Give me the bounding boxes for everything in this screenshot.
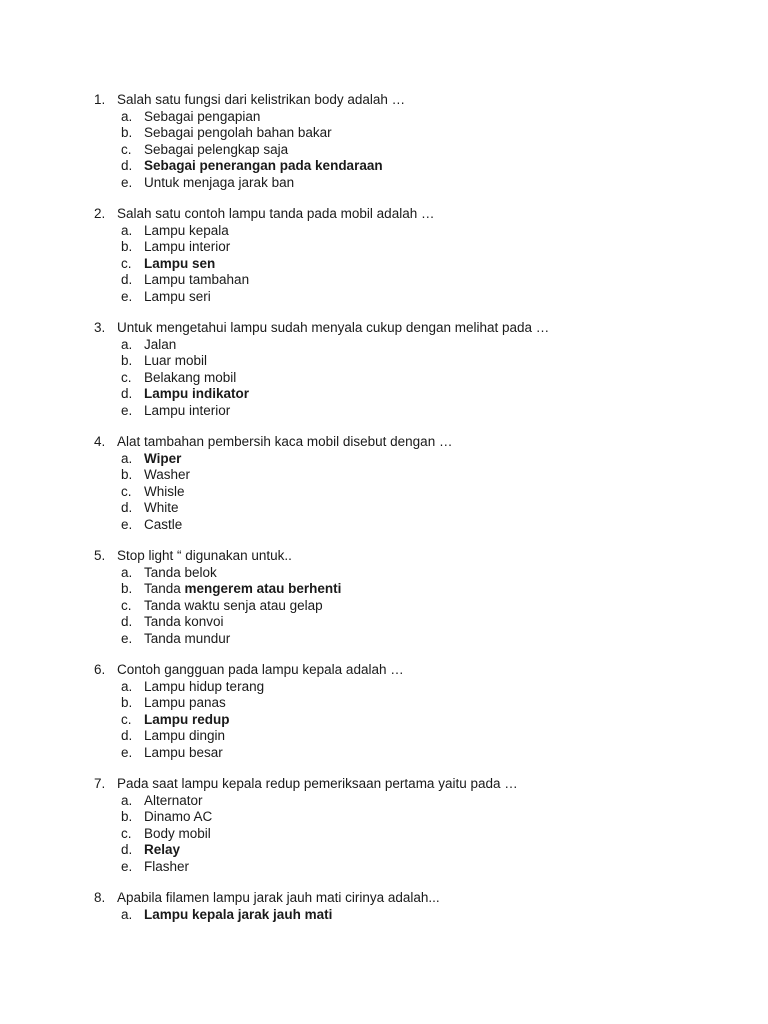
option-text: Body mobil [144, 825, 211, 841]
option-letter: b. [121, 467, 133, 482]
option-body [144, 142, 288, 159]
correct-answer-text: Wiper [144, 450, 182, 466]
question-number: 6. [94, 662, 106, 677]
answer-option [94, 793, 714, 810]
option-letter: d. [121, 842, 133, 857]
option-letter: c. [121, 369, 132, 385]
option-text: Lampu besar [144, 744, 223, 760]
option-body [144, 451, 181, 468]
answer-option [94, 175, 714, 192]
option-letter: a. [121, 564, 133, 580]
question-text: Stop light “ digunakan untuk.. [117, 548, 292, 563]
option-letter: b. [121, 809, 133, 824]
option-letter: b. [121, 239, 133, 254]
question-item [94, 206, 714, 305]
option-body [144, 289, 211, 306]
option-text: White [144, 500, 179, 515]
option-letter: c. [121, 255, 132, 271]
option-body [144, 712, 230, 729]
option-letter: b. [121, 695, 133, 710]
correct-answer-text: mengerem atau berhenti [184, 581, 342, 596]
option-text: Belakang mobil [144, 369, 237, 385]
answer-option [94, 386, 714, 403]
option-letter: c. [121, 141, 132, 157]
answer-option [94, 109, 714, 126]
option-letter: a. [121, 222, 133, 238]
question-number: 2. [94, 206, 106, 221]
question-item [94, 320, 714, 419]
answer-option [94, 353, 714, 370]
option-text: Lampu seri [144, 288, 211, 304]
answer-option [94, 631, 714, 648]
answer-option [94, 859, 714, 876]
option-body [144, 859, 189, 876]
question-text: Salah satu fungsi dari kelistrikan body adalah … [117, 92, 406, 107]
answer-option [94, 614, 714, 631]
answer-option [94, 289, 714, 306]
correct-answer-text: Lampu redup [144, 711, 230, 727]
answer-option [94, 451, 714, 468]
option-body [144, 695, 226, 712]
option-body [144, 353, 207, 370]
answer-option [94, 403, 714, 420]
correct-answer-text: Sebagai penerangan pada kendaraan [144, 158, 383, 173]
answer-option [94, 679, 714, 696]
option-letter: d. [121, 728, 133, 743]
option-body [144, 403, 230, 420]
option-letter: d. [121, 272, 133, 287]
question-number: 4. [94, 434, 106, 449]
question-stem [94, 776, 714, 793]
correct-answer-text: Lampu sen [144, 255, 216, 271]
option-prefix: Tanda [144, 581, 185, 596]
option-letter: e. [121, 630, 133, 646]
option-letter: b. [121, 125, 133, 140]
option-body [144, 484, 185, 501]
answer-option [94, 272, 714, 289]
question-list [94, 92, 714, 938]
question-text: Pada saat lampu kepala redup pemeriksaan pertama yaitu pada … [117, 776, 518, 791]
option-text: Whisle [144, 483, 185, 499]
option-body [144, 728, 225, 745]
answer-option [94, 467, 714, 484]
answer-option [94, 745, 714, 762]
question-item [94, 548, 714, 647]
option-letter: e. [121, 744, 133, 760]
option-body [144, 842, 180, 859]
option-text: Castle [144, 516, 183, 532]
correct-answer-text: Lampu indikator [144, 386, 250, 401]
option-text: Lampu dingin [144, 728, 226, 743]
option-text: Luar mobil [144, 353, 208, 368]
option-letter: c. [121, 483, 132, 499]
answer-option [94, 142, 714, 159]
question-stem [94, 662, 714, 679]
option-letter: e. [121, 516, 133, 532]
option-text: Untuk menjaga jarak ban [144, 174, 295, 190]
option-letter: e. [121, 174, 133, 190]
option-text: Dinamo AC [144, 809, 213, 824]
answer-option [94, 500, 714, 517]
answer-option [94, 581, 714, 598]
option-body [144, 272, 249, 289]
option-text: Alternator [144, 792, 203, 808]
option-body [144, 125, 332, 142]
answer-option [94, 598, 714, 615]
option-text: Flasher [144, 858, 190, 874]
question-text: Contoh gangguan pada lampu kepala adalah … [117, 662, 404, 677]
option-body [144, 517, 182, 534]
answer-option [94, 158, 714, 175]
answer-option [94, 337, 714, 354]
option-text: Washer [144, 467, 191, 482]
answer-option [94, 842, 714, 859]
question-text: Apabila filamen lampu jarak jauh mati cirinya adalah... [117, 890, 440, 905]
option-text: Jalan [144, 336, 177, 352]
option-body [144, 826, 211, 843]
question-text: Untuk mengetahui lampu sudah menyala cukup dengan melihat pada … [117, 320, 550, 335]
option-letter: e. [121, 402, 133, 418]
option-body [144, 598, 323, 615]
option-letter: c. [121, 597, 132, 613]
option-body [144, 175, 294, 192]
question-item [94, 776, 714, 875]
option-text: Tanda waktu senja atau gelap [144, 597, 323, 613]
correct-answer-text: Relay [144, 842, 181, 857]
question-number: 5. [94, 548, 106, 563]
option-letter: e. [121, 288, 133, 304]
option-body [144, 809, 212, 826]
option-text: Sebagai pengolah bahan bakar [144, 125, 332, 140]
option-letter: a. [121, 792, 133, 808]
option-body [144, 745, 223, 762]
option-body [144, 631, 230, 648]
option-letter: a. [121, 678, 133, 694]
option-body [144, 256, 215, 273]
option-letter: c. [121, 825, 132, 841]
option-text: Tanda mundur [144, 630, 231, 646]
option-text: Tanda belok [144, 564, 217, 580]
option-letter: d. [121, 614, 133, 629]
option-body [144, 500, 179, 517]
option-body [144, 223, 229, 240]
question-item [94, 92, 714, 191]
option-body [144, 386, 249, 403]
answer-option [94, 907, 714, 924]
question-stem [94, 320, 714, 337]
option-letter: b. [121, 581, 133, 596]
question-stem [94, 434, 714, 451]
option-letter: a. [121, 906, 133, 922]
option-letter: a. [121, 108, 133, 124]
option-body [144, 907, 332, 924]
option-body [144, 337, 176, 354]
answer-option [94, 256, 714, 273]
question-stem [94, 92, 714, 109]
answer-option [94, 695, 714, 712]
option-body [144, 679, 264, 696]
answer-option [94, 125, 714, 142]
question-number: 3. [94, 320, 106, 335]
option-letter: b. [121, 353, 133, 368]
option-letter: d. [121, 500, 133, 515]
option-letter: c. [121, 711, 132, 727]
question-stem [94, 206, 714, 223]
correct-answer-text: Lampu kepala jarak jauh mati [144, 906, 333, 922]
option-letter: d. [121, 158, 133, 173]
option-text: Lampu tambahan [144, 272, 250, 287]
option-letter: a. [121, 336, 133, 352]
option-letter: a. [121, 450, 133, 466]
question-stem [94, 890, 714, 907]
option-text: Sebagai pelengkap saja [144, 141, 289, 157]
answer-option [94, 370, 714, 387]
question-number: 8. [94, 890, 106, 905]
option-body [144, 467, 190, 484]
question-number: 7. [94, 776, 106, 791]
question-item [94, 662, 714, 761]
answer-option [94, 826, 714, 843]
answer-option [94, 712, 714, 729]
option-text: Tanda konvoi [144, 614, 224, 629]
question-stem [94, 548, 714, 565]
option-text: Lampu panas [144, 695, 226, 710]
answer-option [94, 239, 714, 256]
option-text: Lampu interior [144, 402, 231, 418]
question-text: Salah satu contoh lampu tanda pada mobil adalah … [117, 206, 435, 221]
option-body [144, 614, 224, 631]
question-text: Alat tambahan pembersih kaca mobil disebut dengan … [117, 434, 453, 449]
answer-option [94, 809, 714, 826]
option-letter: e. [121, 858, 133, 874]
option-body [144, 793, 203, 810]
answer-option [94, 517, 714, 534]
question-item [94, 434, 714, 533]
option-letter: d. [121, 386, 133, 401]
option-body [144, 158, 383, 175]
option-text: Lampu interior [144, 239, 231, 254]
answer-option [94, 728, 714, 745]
option-text: Sebagai pengapian [144, 108, 261, 124]
answer-option [94, 565, 714, 582]
option-body [144, 581, 341, 598]
option-body [144, 565, 217, 582]
option-text: Lampu hidup terang [144, 678, 265, 694]
question-number: 1. [94, 92, 106, 107]
option-body [144, 109, 260, 126]
question-item [94, 890, 714, 923]
answer-option [94, 484, 714, 501]
option-body [144, 370, 236, 387]
option-text: Lampu kepala [144, 222, 229, 238]
answer-option [94, 223, 714, 240]
option-body [144, 239, 230, 256]
